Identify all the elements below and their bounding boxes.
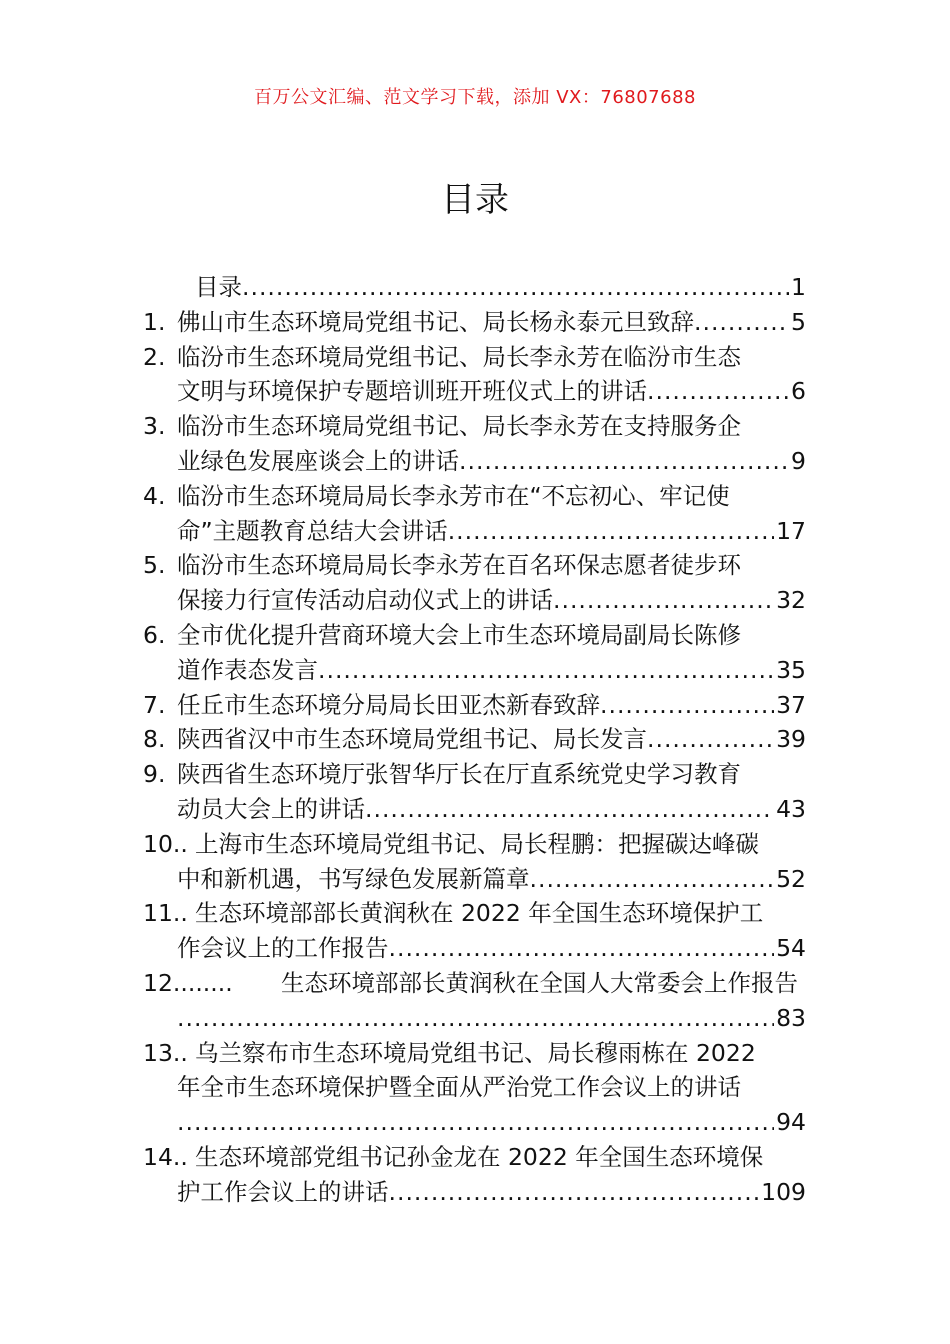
- toc-entry[interactable]: [143, 548, 806, 618]
- toc-entry-text: 命”主题教育总结大会讲话: [177, 516, 448, 545]
- toc-entry-leader-line: [177, 305, 806, 340]
- toc-entry[interactable]: [143, 896, 806, 966]
- toc-entry-leader-line: [195, 270, 806, 305]
- toc-entry-number: 5.: [143, 551, 166, 580]
- toc-page-number: 39: [776, 725, 806, 754]
- toc-entry-text: 临汾市生态环境局党组书记、局长李永芳在支持服务企: [177, 412, 741, 441]
- header-note: 百万公文汇编、范文学习下载，添加 VX：76807688: [254, 87, 696, 108]
- page-title: 目录: [441, 180, 509, 220]
- toc-dot-leader: [647, 374, 789, 409]
- toc-page-number: 83: [776, 1003, 806, 1032]
- toc-page-number: 1: [791, 273, 806, 301]
- toc-page-number: 109: [761, 1177, 806, 1206]
- toc-dot-leader: [365, 792, 774, 827]
- toc-entry-text: 全市优化提升营商环境大会上市生态环境局副局长陈修: [177, 620, 741, 649]
- toc-entry-leader-line: [177, 653, 806, 688]
- toc-entry[interactable]: [143, 966, 806, 1036]
- toc-page-number: 94: [776, 1108, 806, 1137]
- toc-page-number: 35: [776, 655, 806, 684]
- toc-entry-text: 临汾市生态环境局局长李永芳市在“不忘初心、牢记使: [177, 481, 730, 510]
- toc-entry-text: 临汾市生态环境局局长李永芳在百名环保志愿者徒步环: [177, 551, 741, 580]
- toc-entry-leader-line: [177, 583, 806, 618]
- toc-entry-number: 4.: [143, 481, 166, 510]
- toc-entry-leader-line: [177, 722, 806, 757]
- toc-entry[interactable]: [143, 722, 806, 757]
- toc-entry-text: 保接力行宣传活动启动仪式上的讲话: [177, 586, 553, 615]
- toc-page-number: 54: [776, 934, 806, 963]
- toc-page-number: 52: [776, 864, 806, 893]
- toc-dot-leader: [389, 931, 775, 966]
- toc-entry[interactable]: [143, 827, 806, 897]
- toc-page-number: 37: [776, 690, 806, 719]
- toc-entry-number: 8.: [143, 725, 166, 754]
- table-of-contents: [143, 270, 806, 1210]
- toc-entry-number: 9.: [143, 760, 166, 789]
- toc-dot-leader: [318, 653, 774, 688]
- toc-dot-leader: [242, 270, 789, 305]
- toc-entry[interactable]: [143, 618, 806, 688]
- toc-entry-number: 10..: [143, 829, 188, 858]
- toc-entry-leader-line: [177, 444, 806, 479]
- toc-dot-leader: [389, 1175, 760, 1210]
- toc-entry-text: 目录: [195, 273, 242, 301]
- toc-entry-text: 文明与环境保护专题培训班开班仪式上的讲话: [177, 377, 647, 406]
- toc-entry-number: 2.: [143, 342, 166, 371]
- toc-page-number: 6: [791, 377, 806, 406]
- toc-dot-leader: [448, 514, 774, 549]
- toc-page-number: 9: [791, 446, 806, 475]
- toc-entry-text: 业绿色发展座谈会上的讲话: [177, 446, 459, 475]
- toc-entry-leader-line: [177, 1001, 806, 1036]
- toc-entry-leader-line: [177, 374, 806, 409]
- toc-entry-number: 14..: [143, 1142, 188, 1171]
- toc-entry-number: 11..: [143, 899, 188, 928]
- toc-dot-leader: [647, 722, 774, 757]
- toc-entry-number: 12........: [143, 968, 233, 997]
- toc-entry-text: 生态环境部党组书记孙金龙在 2022 年全国生态环境保: [195, 1142, 764, 1171]
- toc-entry[interactable]: [143, 1036, 806, 1140]
- toc-entry-leader-line: [177, 688, 806, 723]
- toc-entry-leader-line: [177, 514, 806, 549]
- toc-entry-number: 1.: [143, 307, 166, 336]
- toc-entry[interactable]: [143, 340, 806, 410]
- toc-entry[interactable]: [143, 270, 806, 305]
- toc-entry-text: 年全市生态环境保护暨全面从严治党工作会议上的讲话: [177, 1073, 741, 1102]
- toc-entry-leader-line: [177, 862, 806, 897]
- toc-entry-text: 生态环境部部长黄润秋在 2022 年全国生态环境保护工: [195, 899, 764, 928]
- toc-entry[interactable]: [143, 479, 806, 549]
- toc-entry-number: 3.: [143, 412, 166, 441]
- toc-entry-text: 陕西省生态环境厅张智华厅长在厅直系统党史学习教育: [177, 760, 741, 789]
- toc-entry-number: 13..: [143, 1038, 188, 1067]
- toc-dot-leader: [600, 688, 774, 723]
- toc-entry-leader-line: [177, 1175, 806, 1210]
- toc-page-number: 5: [791, 307, 806, 336]
- toc-entry-leader-line: [177, 931, 806, 966]
- toc-page-number: 17: [776, 516, 806, 545]
- toc-dot-leader: [530, 862, 775, 897]
- toc-entry-text: 任丘市生态环境分局局长田亚杰新春致辞: [177, 690, 600, 719]
- toc-dot-leader: [553, 583, 774, 618]
- toc-entry-text: 中和新机遇，书写绿色发展新篇章: [177, 864, 530, 893]
- toc-entry-number: 7.: [143, 690, 166, 719]
- toc-entry-text: 生态环境部部长黄润秋在全国人大常委会上作报告: [281, 968, 798, 997]
- toc-entry-text: 乌兰察布市生态环境局党组书记、局长穆雨栋在 2022: [195, 1038, 756, 1067]
- toc-entry-text: 道作表态发言: [177, 655, 318, 684]
- toc-entry-text: 陕西省汉中市生态环境局党组书记、局长发言: [177, 725, 647, 754]
- toc-entry-text: 佛山市生态环境局党组书记、局长杨永泰元旦致辞: [177, 307, 694, 336]
- toc-entry[interactable]: [143, 409, 806, 479]
- toc-entry-text: 临汾市生态环境局党组书记、局长李永芳在临汾市生态: [177, 342, 741, 371]
- toc-entry-text: 作会议上的工作报告: [177, 934, 389, 963]
- toc-entry[interactable]: [143, 305, 806, 340]
- toc-entry-number: 6.: [143, 620, 166, 649]
- toc-dot-leader: [694, 305, 789, 340]
- toc-dot-leader: [459, 444, 789, 479]
- toc-dot-leader: [177, 1001, 774, 1036]
- toc-page-number: 32: [776, 586, 806, 615]
- toc-entry-text: 护工作会议上的讲话: [177, 1177, 389, 1206]
- toc-entry-leader-line: [177, 1105, 806, 1140]
- toc-entry[interactable]: [143, 1140, 806, 1210]
- toc-entry[interactable]: [143, 688, 806, 723]
- toc-entry-text: 上海市生态环境局党组书记、局长程鹏：把握碳达峰碳: [195, 829, 759, 858]
- toc-entry-text: 动员大会上的讲话: [177, 794, 365, 823]
- toc-entry[interactable]: [143, 757, 806, 827]
- toc-page-number: 43: [776, 794, 806, 823]
- toc-entry-leader-line: [177, 792, 806, 827]
- toc-dot-leader: [177, 1105, 774, 1140]
